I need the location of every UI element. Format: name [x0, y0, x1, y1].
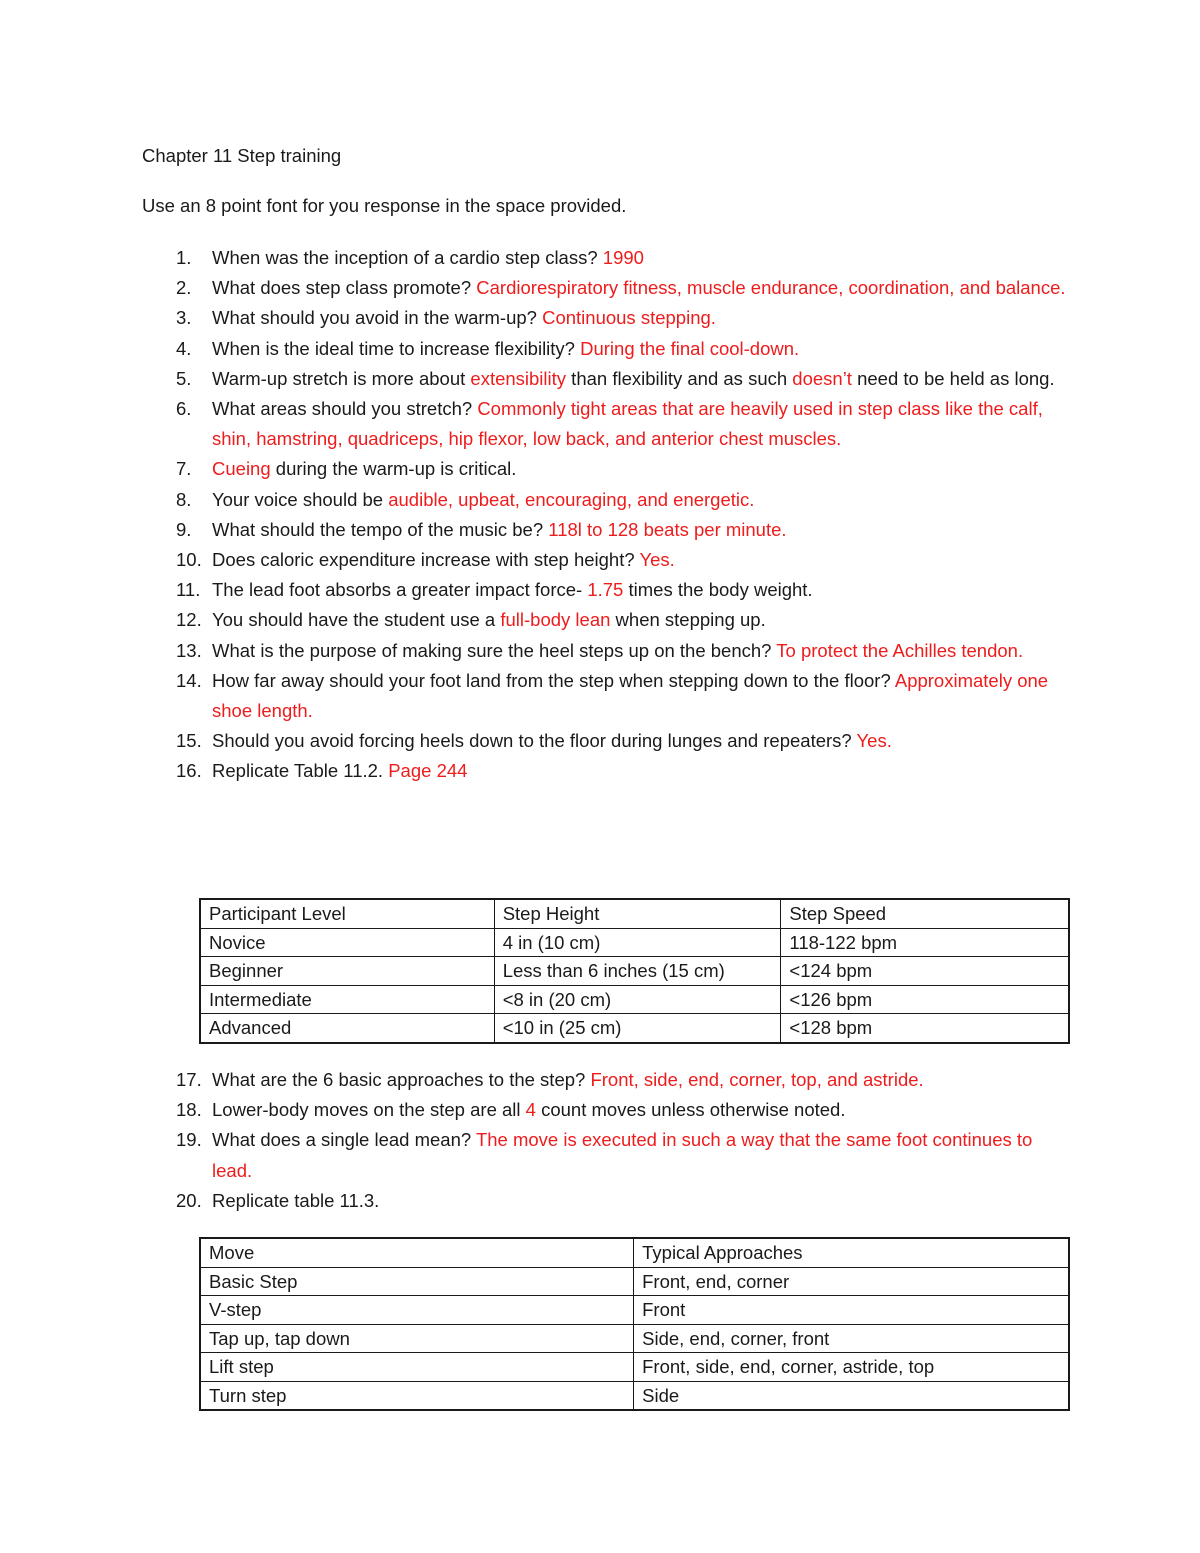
question-number: 17.	[176, 1069, 202, 1090]
question-text: You should have the student use a	[212, 609, 501, 631]
question-text: What does step class promote?	[212, 277, 477, 299]
question-text: count moves unless otherwise noted.	[535, 1099, 846, 1121]
question-list-2	[0, 1065, 1100, 1216]
answer-text: Front, side, end, corner, top, and astride.	[590, 1069, 924, 1090]
question-number: 19.	[176, 1129, 202, 1151]
table-cell: Advanced	[200, 1014, 494, 1043]
answer-text: 1.75	[587, 579, 624, 601]
answer-text: During the final cool-down.	[580, 337, 800, 359]
table-11-2	[199, 898, 1070, 1044]
question-item	[0, 273, 1072, 303]
table-row	[200, 928, 1069, 957]
question-number: 15.	[176, 730, 202, 752]
question-text: during the warm-up is critical.	[270, 458, 517, 480]
question-number: 10.	[176, 549, 202, 571]
table-row	[200, 957, 1069, 986]
table-cell: <10 in (25 cm)	[494, 1014, 781, 1043]
question-number: 18.	[176, 1099, 202, 1121]
question-number: 20.	[176, 1189, 202, 1211]
answer-text: Yes.	[639, 549, 675, 571]
question-item	[0, 515, 1072, 545]
table-row	[200, 1324, 1069, 1353]
table-cell: Intermediate	[200, 985, 494, 1014]
table-cell: Side, end, corner, front	[634, 1324, 1069, 1353]
table-cell: V-step	[200, 1296, 634, 1325]
table-row	[200, 1296, 1069, 1325]
answer-text: Cueing	[212, 458, 271, 480]
answer-text: doesn’t	[792, 367, 852, 389]
question-item	[0, 485, 1072, 515]
answer-text: Cardiorespiratory fitness, muscle endurance, coordination, and balance.	[476, 277, 1066, 299]
table-cell: Front	[634, 1296, 1069, 1325]
table-cell: <8 in (20 cm)	[494, 985, 781, 1014]
question-text: What does a single lead mean?	[212, 1129, 476, 1151]
question-item	[0, 1095, 1072, 1125]
answer-text: extensibility	[470, 367, 567, 389]
answer-text: Continuous stepping.	[542, 307, 716, 329]
question-number: 9.	[176, 518, 192, 540]
answer-text: The move is executed in such a way that the same foot continues to lead.	[212, 1129, 1033, 1181]
table-11-3	[199, 1237, 1070, 1411]
question-text: when stepping up.	[610, 609, 766, 631]
table-header-row	[200, 1238, 1069, 1267]
question-text: When was the inception of a cardio step class?	[212, 247, 603, 268]
question-text: Should you avoid forcing heels down to the floor during lunges and repeaters?	[212, 730, 857, 752]
question-number: 5.	[176, 367, 192, 389]
answer-text: audible, upbeat, encouraging, and energetic.	[388, 488, 755, 510]
table-cell: <126 bpm	[781, 985, 1069, 1014]
table-cell: <128 bpm	[781, 1014, 1069, 1043]
question-text: than flexibility and as such	[566, 367, 793, 389]
question-text: When is the ideal time to increase flexibility?	[212, 337, 581, 359]
question-number: 14.	[176, 669, 202, 691]
table-cell: Tap up, tap down	[200, 1324, 634, 1353]
question-item	[0, 364, 1072, 394]
question-number: 16.	[176, 760, 202, 782]
question-text: How far away should your foot land from the step when stepping down to the floor?	[212, 669, 895, 691]
question-item	[0, 545, 1072, 575]
instruction-text: Use an 8 point font for you response in the space provided.	[142, 195, 627, 216]
table-header-cell: Participant Level	[200, 899, 494, 928]
answer-text: full-body lean	[500, 609, 611, 631]
question-item	[0, 1065, 1072, 1095]
question-text: Lower-body moves on the step are all	[212, 1099, 526, 1121]
question-number: 1.	[176, 247, 192, 268]
table-cell: Basic Step	[200, 1267, 634, 1296]
table-cell: Less than 6 inches (15 cm)	[494, 957, 781, 986]
question-text: Your voice should be	[212, 488, 389, 510]
question-text: Does caloric expenditure increase with step height?	[212, 549, 640, 571]
table-row	[200, 985, 1069, 1014]
answer-text: Yes.	[856, 730, 892, 752]
table-header-row	[200, 899, 1069, 928]
table-row	[200, 1353, 1069, 1382]
question-number: 6.	[176, 398, 192, 420]
question-number: 13.	[176, 639, 202, 661]
question-number: 4.	[176, 337, 192, 359]
question-item	[0, 334, 1072, 364]
answer-text: 4	[525, 1099, 536, 1121]
page-title: Chapter 11 Step training	[142, 145, 342, 166]
table-row	[200, 1267, 1069, 1296]
question-list	[0, 243, 1100, 787]
answer-text: 1990	[602, 247, 644, 268]
table-header-cell: Move	[200, 1238, 634, 1267]
question-text: need to be held as long.	[851, 367, 1055, 389]
table-header-cell: Step Speed	[781, 899, 1069, 928]
question-item	[0, 1125, 1072, 1185]
question-text: What should you avoid in the warm-up?	[212, 307, 543, 329]
question-number: 8.	[176, 488, 192, 510]
table-cell: Lift step	[200, 1353, 634, 1382]
table-cell: Beginner	[200, 957, 494, 986]
answer-text: Commonly tight areas that are heavily used in step class like the calf, shin, hamstring, quadriceps, hip flexor, low back, and anterior chest muscles.	[212, 398, 1043, 450]
question-number: 11.	[176, 579, 201, 601]
table-header-cell: Step Height	[494, 899, 781, 928]
table-cell: Novice	[200, 928, 494, 957]
question-number: 2.	[176, 277, 192, 299]
question-text: What areas should you stretch?	[212, 398, 478, 420]
table-cell: 118-122 bpm	[781, 928, 1069, 957]
question-item	[0, 394, 1072, 454]
question-text: Replicate Table 11.2.	[212, 760, 389, 782]
table-cell: Front, end, corner	[634, 1267, 1069, 1296]
question-item	[0, 1186, 1072, 1216]
question-number: 7.	[176, 458, 192, 480]
answer-text: 118l to 128 beats per minute.	[548, 518, 787, 540]
question-item	[0, 756, 1072, 786]
question-text: Warm-up stretch is more about	[212, 367, 471, 389]
answer-text: Approximately one shoe length.	[212, 669, 1049, 722]
question-text: What is the purpose of making sure the heel steps up on the bench?	[212, 639, 777, 661]
question-item	[0, 243, 1072, 273]
question-number: 3.	[176, 307, 192, 329]
question-item	[0, 454, 1072, 484]
question-text: What are the 6 basic approaches to the step?	[212, 1069, 591, 1090]
question-text: Replicate table 11.3.	[212, 1189, 380, 1211]
table-cell: 4 in (10 cm)	[494, 928, 781, 957]
question-item	[0, 605, 1072, 635]
answer-text: Page 244	[388, 760, 468, 782]
table-cell: <124 bpm	[781, 957, 1069, 986]
question-item	[0, 575, 1072, 605]
question-item	[0, 666, 1072, 726]
question-text: The lead foot absorbs a greater impact force-	[212, 579, 588, 601]
question-item	[0, 303, 1072, 333]
table-cell: Turn step	[200, 1381, 634, 1410]
table-header-cell: Typical Approaches	[634, 1238, 1069, 1267]
table-cell: Side	[634, 1381, 1069, 1410]
question-item	[0, 726, 1072, 756]
table-row	[200, 1014, 1069, 1043]
question-item	[0, 636, 1072, 666]
table-cell: Front, side, end, corner, astride, top	[634, 1353, 1069, 1382]
answer-text: To protect the Achilles tendon.	[776, 639, 1024, 661]
question-text: What should the tempo of the music be?	[212, 518, 549, 540]
question-text: times the body weight.	[623, 579, 813, 601]
table-row	[200, 1381, 1069, 1410]
question-number: 12.	[176, 609, 202, 631]
